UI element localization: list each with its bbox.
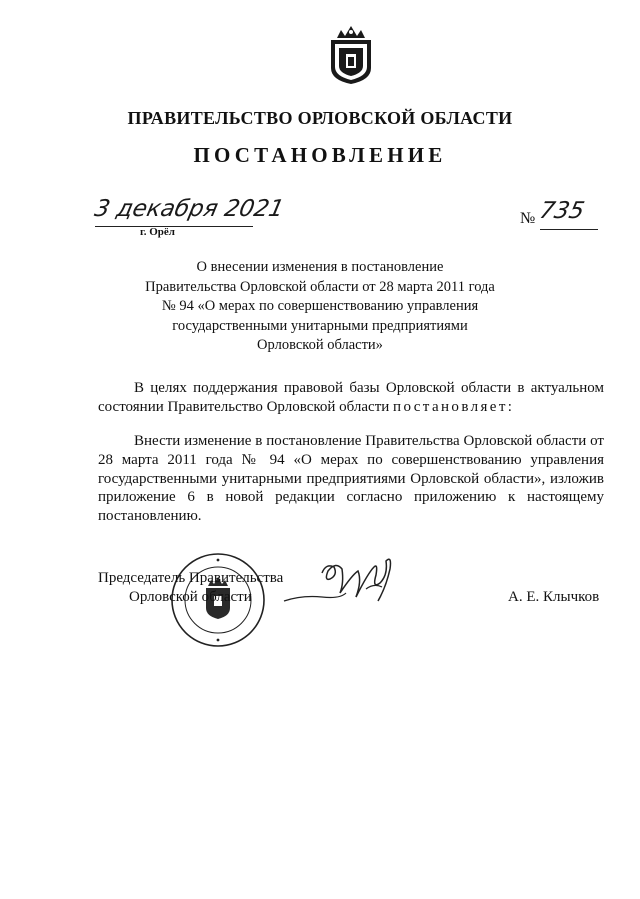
number-label: № — [520, 210, 536, 227]
subject-line: Правительства Орловской области от 28 марта 2011 года — [145, 278, 495, 295]
subject-line: № 94 «О мерах по совершенствованию управления — [161, 298, 479, 314]
number-underline — [540, 229, 598, 230]
document-subject — [0, 258, 640, 356]
subject-line: Орловской области» — [257, 337, 383, 353]
government-title: ПРАВИТЕЛЬСТВО ОРЛОВСКОЙ ОБЛАСТИ — [127, 108, 513, 128]
preamble-keyword: постановляет: — [393, 398, 515, 415]
subject-line: государственными унитарными предприятиями — [172, 317, 468, 334]
signer-position-line2: Орловской области — [129, 589, 252, 605]
preamble-text: В целях поддержания правовой базы Орловской области в актуальном состоянии Правительство Орловской области — [98, 380, 604, 415]
coat-of-arms-icon — [327, 24, 375, 86]
document-date: 3 декабря 2021 — [92, 196, 287, 222]
document-number: 735 — [537, 198, 587, 224]
decision-paragraph: Внести изменение в постановление Правительства Орловской области от 28 марта 2011 года № 94 «О мерах по совершенствованию управления государственными унитарными предприятиями Орловской области», изложив приложение 6 в новой редакции согласно приложению к настоящему постановлению. — [98, 433, 604, 525]
signer-position-line1: Председатель Правительства — [98, 570, 284, 586]
signer-name: А. Е. Клычков — [508, 589, 600, 605]
subject-line: О внесении изменения в постановление — [196, 259, 444, 275]
document-type: ПОСТАНОВЛЕНИЕ — [193, 143, 447, 167]
preamble-paragraph — [98, 379, 604, 417]
handwritten-signature-icon — [282, 553, 412, 623]
document-city: г. Орёл — [140, 226, 175, 238]
